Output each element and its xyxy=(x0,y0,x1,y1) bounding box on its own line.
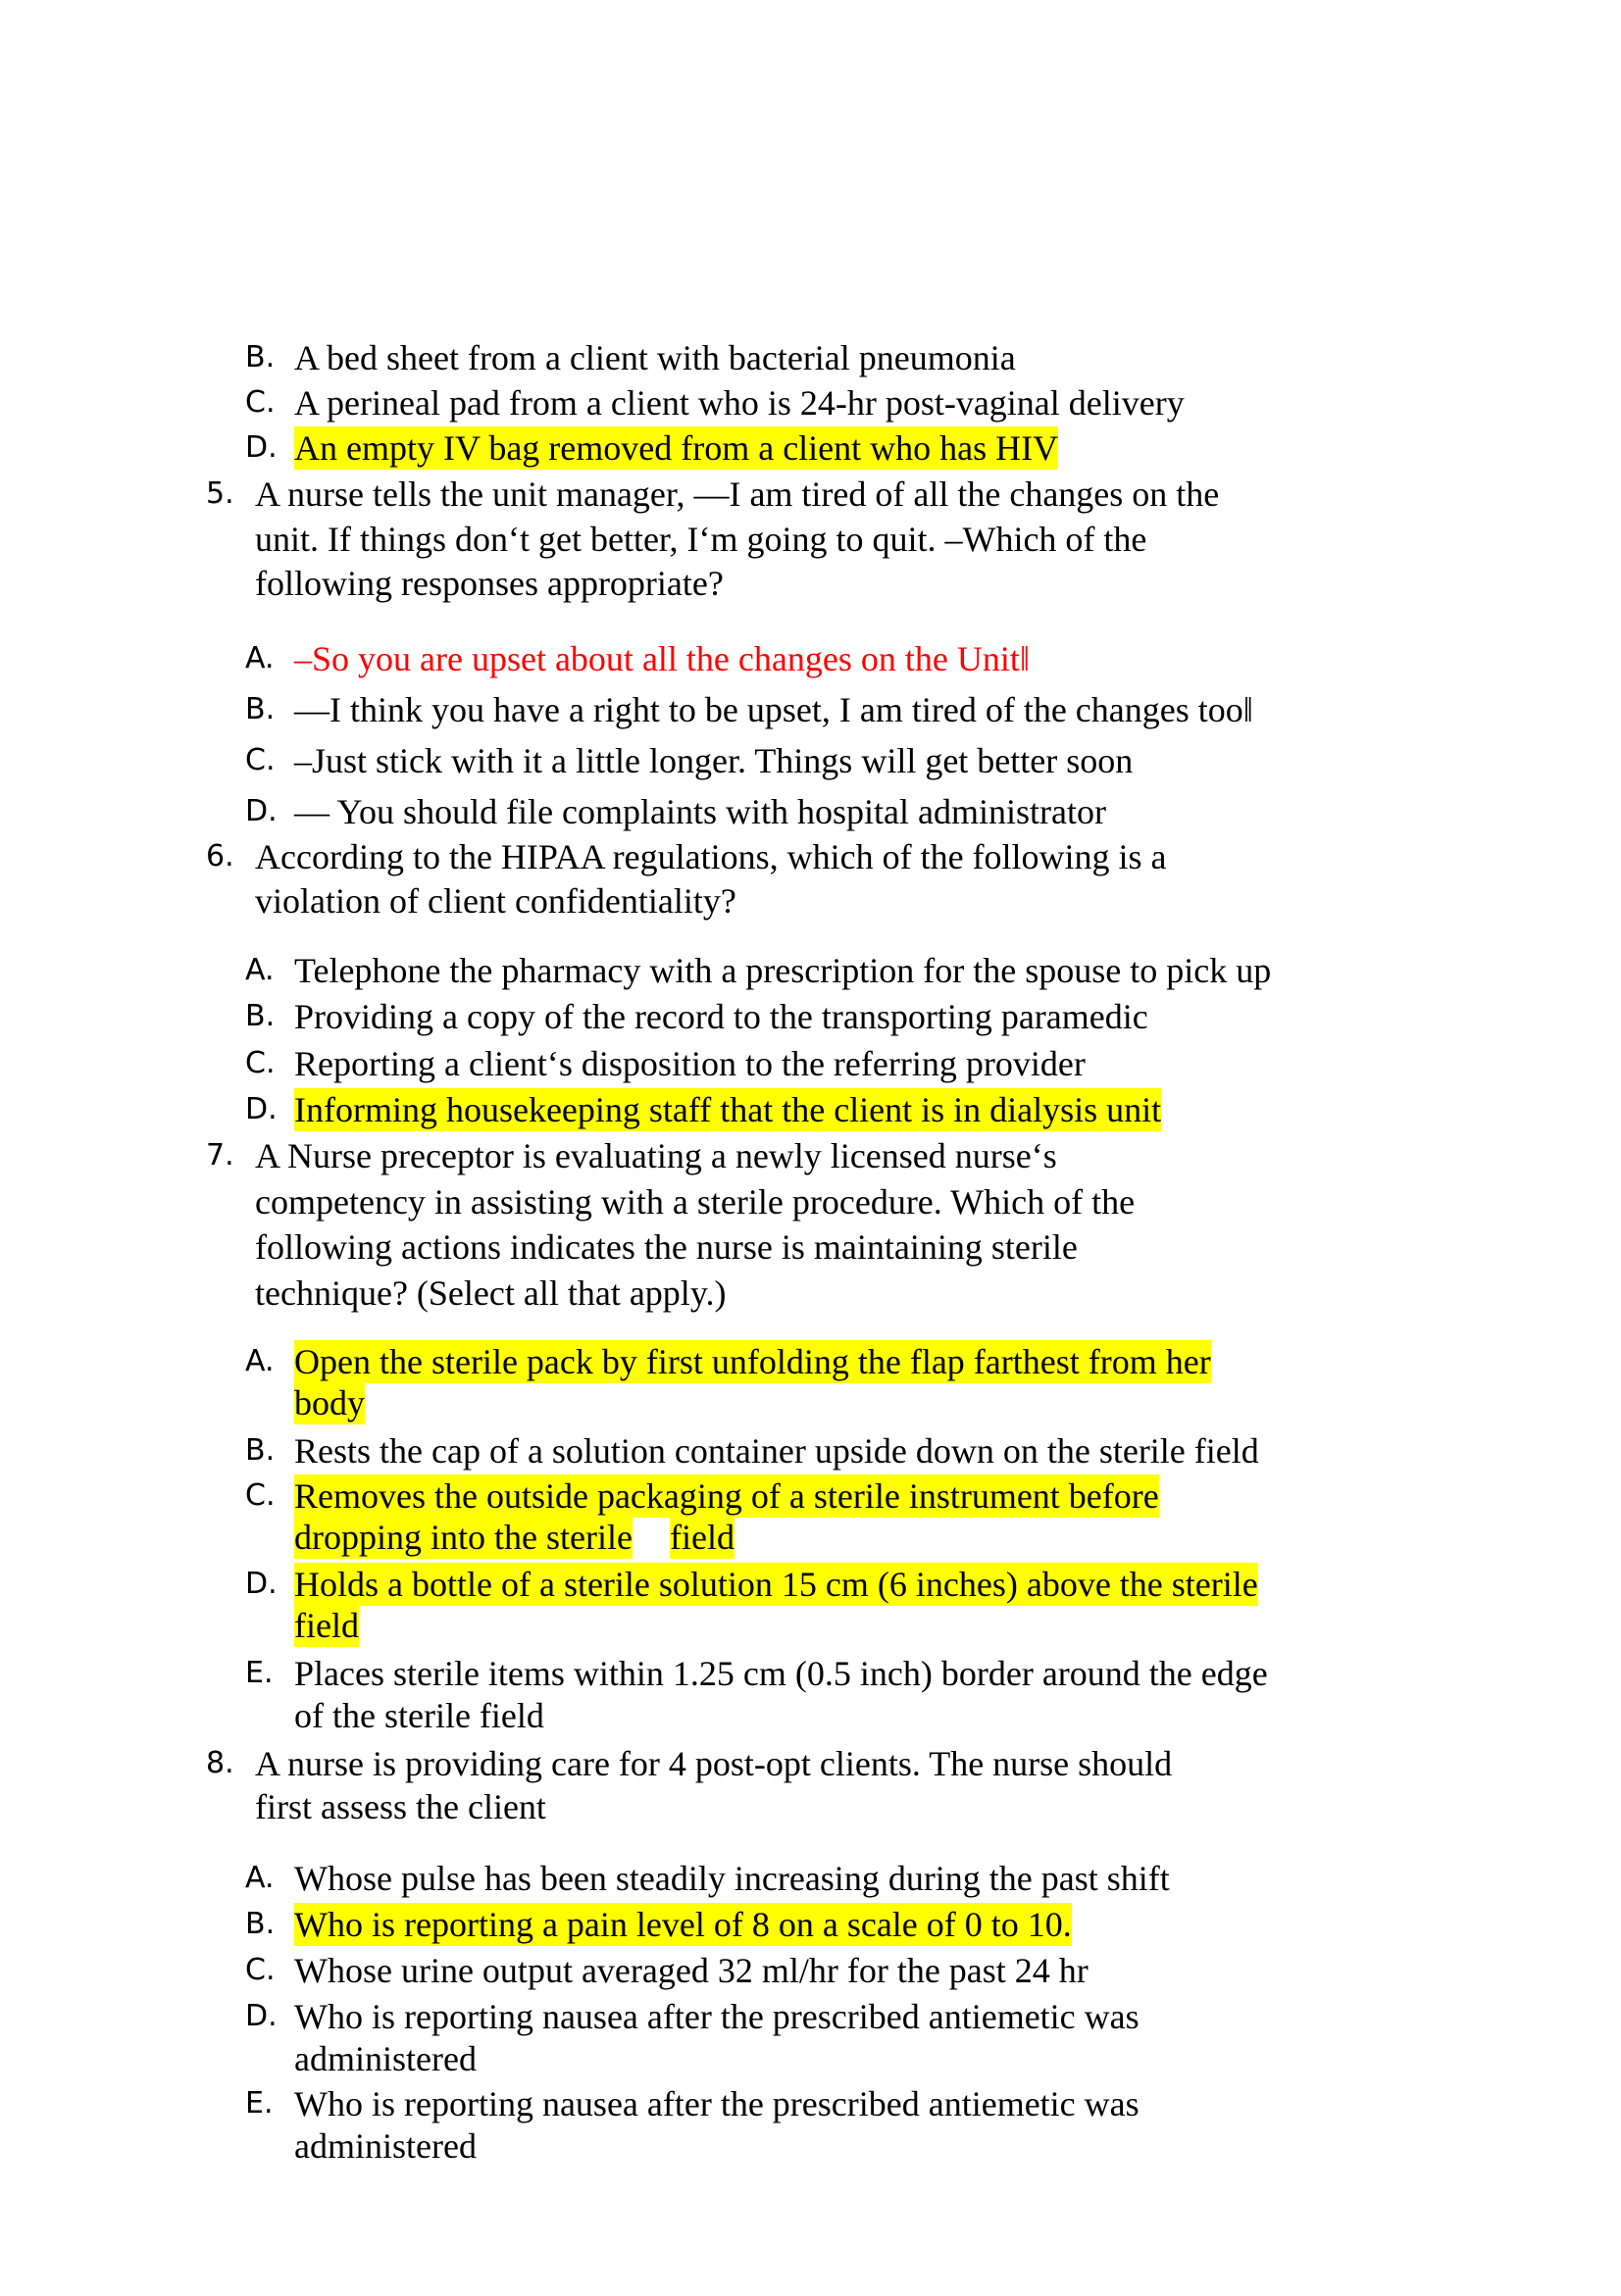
q7-stem-line-3: following actions indicates the nurse is maintaining sterile xyxy=(255,1227,1078,1267)
q8-stem-line-2: first assess the client xyxy=(255,1787,546,1826)
q6-option-b: Providing a copy of the record to the transporting paramedic xyxy=(294,997,1148,1036)
q7-option-d-line-1-highlighted: Holds a bottle of a sterile solution 15 cm (6 inches) above the sterile xyxy=(294,1565,1258,1604)
q4-option-c: A perineal pad from a client who is 24-hr post-vaginal delivery xyxy=(294,383,1185,423)
q7-option-a-line-1-highlighted: Open the sterile pack by first unfolding the flap farthest from her xyxy=(294,1342,1211,1381)
q7-option-b-marker: B. xyxy=(245,1433,276,1468)
q6-option-d-highlighted: Informing housekeeping staff that the client is in dialysis unit xyxy=(294,1090,1162,1129)
q7-option-e-marker: E. xyxy=(245,1656,274,1690)
q6-option-d-marker: D. xyxy=(245,1092,278,1126)
q8-number: 8. xyxy=(206,1746,234,1780)
q5-stem-line-1: A nurse tells the unit manager, —I am tired of all the changes on the xyxy=(255,474,1220,514)
q4-option-b: A bed sheet from a client with bacterial pneumonia xyxy=(294,338,1016,377)
q4-option-d-marker: D. xyxy=(245,430,278,465)
q8-option-c: Whose urine output averaged 32 ml/hr for the past 24 hr xyxy=(294,1951,1089,1990)
q5-option-b-marker: B. xyxy=(245,692,276,726)
q6-option-a-marker: A. xyxy=(245,953,275,987)
q7-option-c-line-2a-highlighted: dropping into the sterile xyxy=(294,1518,633,1557)
q7-option-d-line-2-highlighted: field xyxy=(294,1606,359,1645)
q4-option-c-marker: C. xyxy=(245,385,276,420)
q5-number: 5. xyxy=(206,476,234,511)
q5-option-a-answer: –So you are upset about all the changes on the Unit‖ xyxy=(294,639,1030,678)
q7-stem-line-2: competency in assisting with a sterile procedure. Which of the xyxy=(255,1182,1136,1222)
q7-option-d-marker: D. xyxy=(245,1567,278,1601)
q8-option-e-line-1: Who is reporting nausea after the prescribed antiemetic was xyxy=(294,2084,1140,2123)
q7-stem-line-4: technique? (Select all that apply.) xyxy=(255,1273,727,1313)
q6-option-c-marker: C. xyxy=(245,1046,276,1080)
q8-option-d-line-1: Who is reporting nausea after the prescribed antiemetic was xyxy=(294,1997,1140,2036)
q7-option-e-line-1: Places sterile items within 1.25 cm (0.5 inch) border around the edge xyxy=(294,1654,1268,1693)
q5-stem-line-3: following responses appropriate? xyxy=(255,564,724,603)
q6-stem-line-2: violation of client confidentiality? xyxy=(255,881,736,921)
q8-option-a-marker: A. xyxy=(245,1861,275,1895)
q5-stem-line-2: unit. If things don‘t get better, I‘m going to quit. –Which of the xyxy=(255,520,1147,559)
q6-option-b-marker: B. xyxy=(245,999,276,1033)
q7-option-a-line-2-highlighted: body xyxy=(294,1383,365,1423)
q7-number: 7. xyxy=(206,1138,234,1173)
q5-option-c: –Just stick with it a little longer. Things will get better soon xyxy=(294,741,1134,780)
q5-option-b: —I think you have a right to be upset, I am tired of the changes too‖ xyxy=(294,690,1253,729)
q8-option-a: Whose pulse has been steadily increasing during the past shift xyxy=(294,1859,1170,1898)
q8-stem-line-1: A nurse is providing care for 4 post-opt clients. The nurse should xyxy=(255,1744,1173,1783)
q6-number: 6. xyxy=(206,839,234,873)
q6-stem-line-1: According to the HIPAA regulations, which of the following is a xyxy=(255,837,1167,876)
q7-option-c-line-2b-highlighted: field xyxy=(670,1518,735,1557)
q8-option-d-marker: D. xyxy=(245,1999,278,2033)
q6-option-a: Telephone the pharmacy with a prescription for the spouse to pick up xyxy=(294,951,1272,990)
q8-option-b-marker: B. xyxy=(245,1907,276,1941)
q5-option-d: — You should file complaints with hospital administrator xyxy=(294,792,1106,831)
q8-option-e-marker: E. xyxy=(245,2086,274,2121)
q4-option-b-marker: B. xyxy=(245,340,276,374)
q8-option-c-marker: C. xyxy=(245,1953,276,1987)
q4-option-d-highlighted: An empty IV bag removed from a client who has HIV xyxy=(294,428,1059,468)
q7-stem-line-1: A Nurse preceptor is evaluating a newly licensed nurse‘s xyxy=(255,1136,1057,1175)
q5-option-d-marker: D. xyxy=(245,794,278,828)
q5-option-a-marker: A. xyxy=(245,641,275,675)
q7-option-a-marker: A. xyxy=(245,1344,275,1378)
q6-option-c: Reporting a client‘s disposition to the referring provider xyxy=(294,1044,1086,1083)
q7-option-b: Rests the cap of a solution container upside down on the sterile field xyxy=(294,1431,1259,1471)
q8-option-b-highlighted: Who is reporting a pain level of 8 on a scale of 0 to 10. xyxy=(294,1905,1072,1944)
q7-option-e-line-2: of the sterile field xyxy=(294,1696,544,1735)
q5-option-c-marker: C. xyxy=(245,743,276,777)
q7-option-c-line-1-highlighted: Removes the outside packaging of a sterile instrument before xyxy=(294,1476,1159,1516)
q8-option-d-line-2: administered xyxy=(294,2039,477,2078)
q8-option-e-line-2: administered xyxy=(294,2126,477,2166)
q7-option-c-marker: C. xyxy=(245,1478,276,1513)
